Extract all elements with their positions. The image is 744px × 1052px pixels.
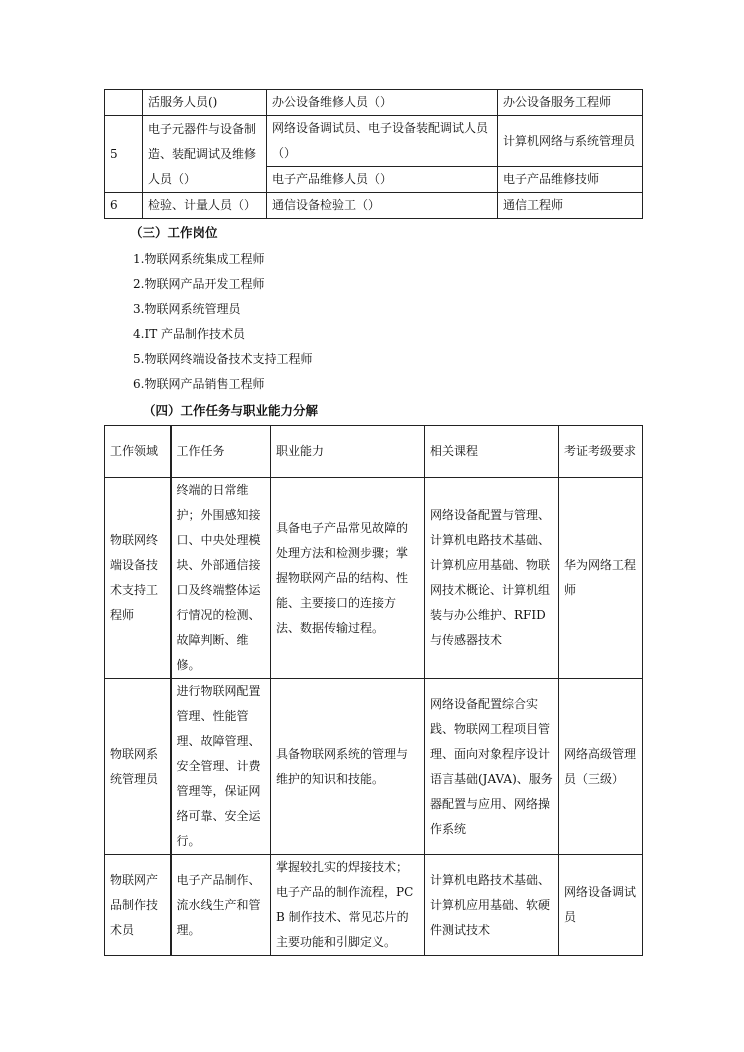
- list-item: 4.IT 产品制作技术员: [133, 327, 246, 341]
- section-heading: （三）工作岗位: [130, 225, 218, 240]
- list-item: 1.物联网系统集成工程师: [133, 252, 265, 266]
- cell-category: 活服务人员(): [143, 90, 267, 116]
- cell-cert: 网络高级管理员（三级）: [559, 679, 643, 855]
- cell-category: 检验、计量人员（）: [143, 193, 267, 219]
- header-cell: 职业能力: [271, 426, 425, 478]
- occupation-table: [104, 89, 643, 219]
- cell-occupation: 电子产品维修人员（）: [267, 167, 498, 193]
- table-row: [105, 193, 643, 219]
- table-row: [105, 679, 643, 855]
- cell-no: 5: [105, 116, 143, 193]
- task-ability-table: [104, 425, 643, 956]
- cell-field: 物联网终端设备技术支持工程师: [105, 478, 171, 679]
- cell-occupation: 办公设备维修人员（）: [267, 90, 498, 116]
- header-cell: 相关课程: [425, 426, 559, 478]
- cell-category: 电子元器件与设备制造、装配调试及维修人员（）: [143, 116, 267, 193]
- cell-occupation: 通信设备检验工（）: [267, 193, 498, 219]
- cell-cert: 办公设备服务工程师: [498, 90, 643, 116]
- cell-field: 物联网产品制作技术员: [105, 855, 171, 956]
- cell-cert: 华为网络工程师: [559, 478, 643, 679]
- table-row: [105, 90, 643, 116]
- cell-no: 6: [105, 193, 143, 219]
- header-cell: 工作任务: [171, 426, 271, 478]
- cell-ability: 具备电子产品常见故障的处理方法和检测步骤；掌握物联网产品的结构、性能、主要接口的连接方法、数据传输过程。: [271, 478, 425, 679]
- cell-cert: 通信工程师: [498, 193, 643, 219]
- section-heading: （四）工作任务与职业能力分解: [143, 403, 319, 418]
- cell-task: 电子产品制作、流水线生产和管理。: [171, 855, 271, 956]
- cell-courses: 计算机电路技术基础、计算机应用基础、软硬件测试技术: [425, 855, 559, 956]
- cell-ability: 具备物联网系统的管理与维护的知识和技能。: [271, 679, 425, 855]
- list-item: 5.物联网终端设备技术支持工程师: [133, 352, 313, 366]
- list-item: 3.物联网系统管理员: [133, 302, 241, 316]
- table-header-row: [105, 426, 643, 478]
- table-row: [105, 855, 643, 956]
- header-cell: 考证考级要求: [559, 426, 643, 478]
- table-row: [105, 478, 643, 679]
- cell-task: 终端的日常维护；外围感知接口、中央处理模块、外部通信接口及终端整体运行情况的检测、故障判断、维修。: [171, 478, 271, 679]
- cell-task: 进行物联网配置管理、性能管理、故障管理、安全管理、计费管理等，保证网络可靠、安全运行。: [171, 679, 271, 855]
- cell-courses: 网络设备配置与管理、计算机电路技术基础、计算机应用基础、物联网技术概论、计算机组装与办公维护、RFID与传感器技术: [425, 478, 559, 679]
- cell-ability: 掌握较扎实的焊接技术；电子产品的制作流程，PCB 制作技术、常见芯片的主要功能和引脚定义。: [271, 855, 425, 956]
- cell-cert: 网络设备调试员: [559, 855, 643, 956]
- cell-occupation: 网络设备调试员、电子设备装配调试人员（）: [267, 116, 498, 167]
- list-item: 6.物联网产品销售工程师: [133, 377, 265, 391]
- cell-cert: 电子产品维修技师: [498, 167, 643, 193]
- table-row: [105, 116, 643, 167]
- cell-courses: 网络设备配置综合实践、物联网工程项目管理、面向对象程序设计语言基础(JAVA)、服务器配置与应用、网络操作系统: [425, 679, 559, 855]
- cell-field: 物联网系统管理员: [105, 679, 171, 855]
- cell-no: [105, 90, 143, 116]
- header-cell: 工作领域: [105, 426, 171, 478]
- cell-cert: 计算机网络与系统管理员: [498, 116, 643, 167]
- list-item: 2.物联网产品开发工程师: [133, 277, 265, 291]
